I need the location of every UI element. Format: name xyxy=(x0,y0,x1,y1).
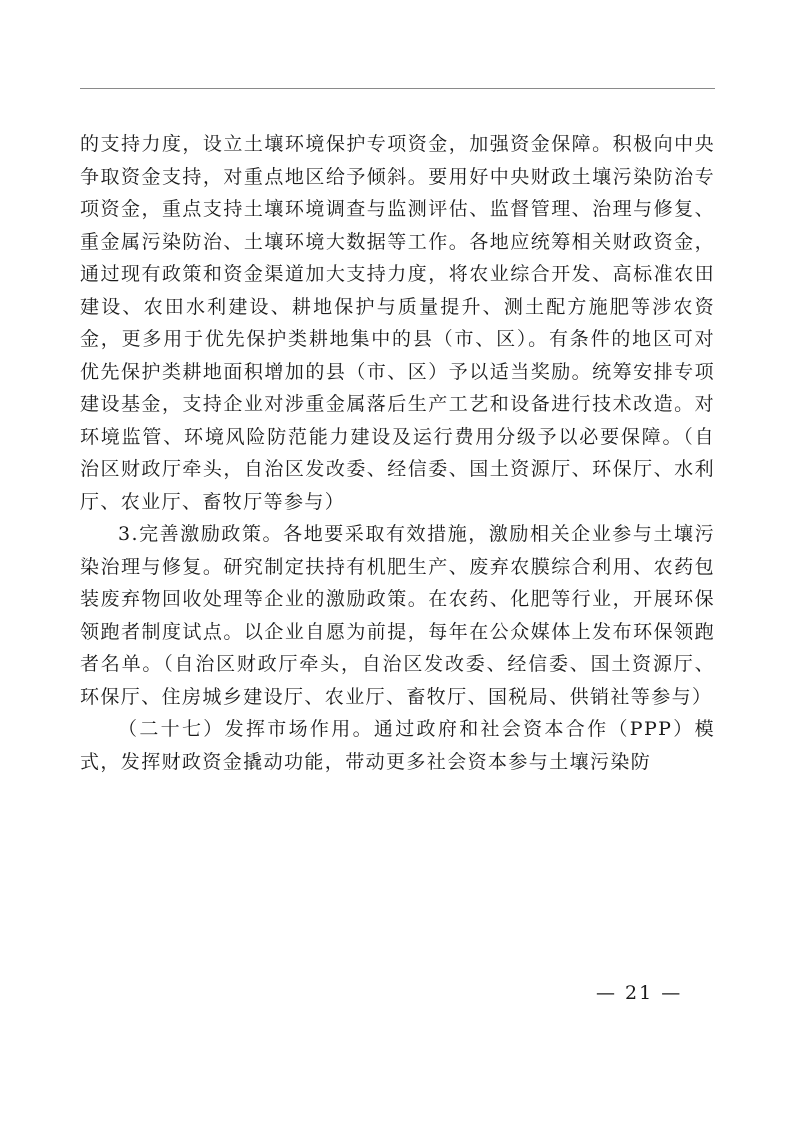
paragraph-continuation: 的支持力度，设立土壤环境保护专项资金，加强资金保障。积极向中央争取资金支持，对重点地区给予倾斜。要用好中央财政土壤污染防治专项资金，重点支持土壤环境调查与监测评估、监督管理、治理与修复、重金属污染防治、土壤环境大数据等工作。各地应统筹相关财政资金，通过现有政策和资金渠道加大支持力度，将农业综合开发、高标准农田建设、农田水利建设、耕地保护与质量提升、测土配方施肥等涉农资金，更多用于优先保护类耕地集中的县（市、区）。有条件的地区可对优先保护类耕地面积增加的县（市、区）予以适当奖励。统筹安排专项建设基金，支持企业对涉重金属落后生产工艺和设备进行技术改造。对环境监管、环境风险防范能力建设及运行费用分级予以必要保障。（自治区财政厅牵头，自治区发改委、经信委、国土资源厅、环保厅、水利厅、农业厅、畜牧厅等参与） xyxy=(80,133,715,513)
page-number: — 21 — xyxy=(596,982,683,1004)
body-text xyxy=(80,128,715,778)
paragraph-market-role: （二十七）发挥市场作用。通过政府和社会资本合作（PPP）模式，发挥财政资金撬动功能，带动更多社会资本参与土壤污染防 xyxy=(80,718,715,773)
header-rule xyxy=(80,88,715,89)
paragraph-incentive-policy: 3.完善激励政策。各地要采取有效措施，激励相关企业参与土壤污染治理与修复。研究制定扶持有机肥生产、废弃农膜综合利用、农药包装废弃物回收处理等企业的激励政策。在农药、化肥等行业，开展环保领跑者制度试点。以企业自愿为前提，每年在公众媒体上发布环保领跑者名单。（自治区财政厅牵头，自治区发改委、经信委、国土资源厅、环保厅、住房城乡建设厅、农业厅、畜牧厅、国税局、供销社等参与） xyxy=(80,523,715,708)
